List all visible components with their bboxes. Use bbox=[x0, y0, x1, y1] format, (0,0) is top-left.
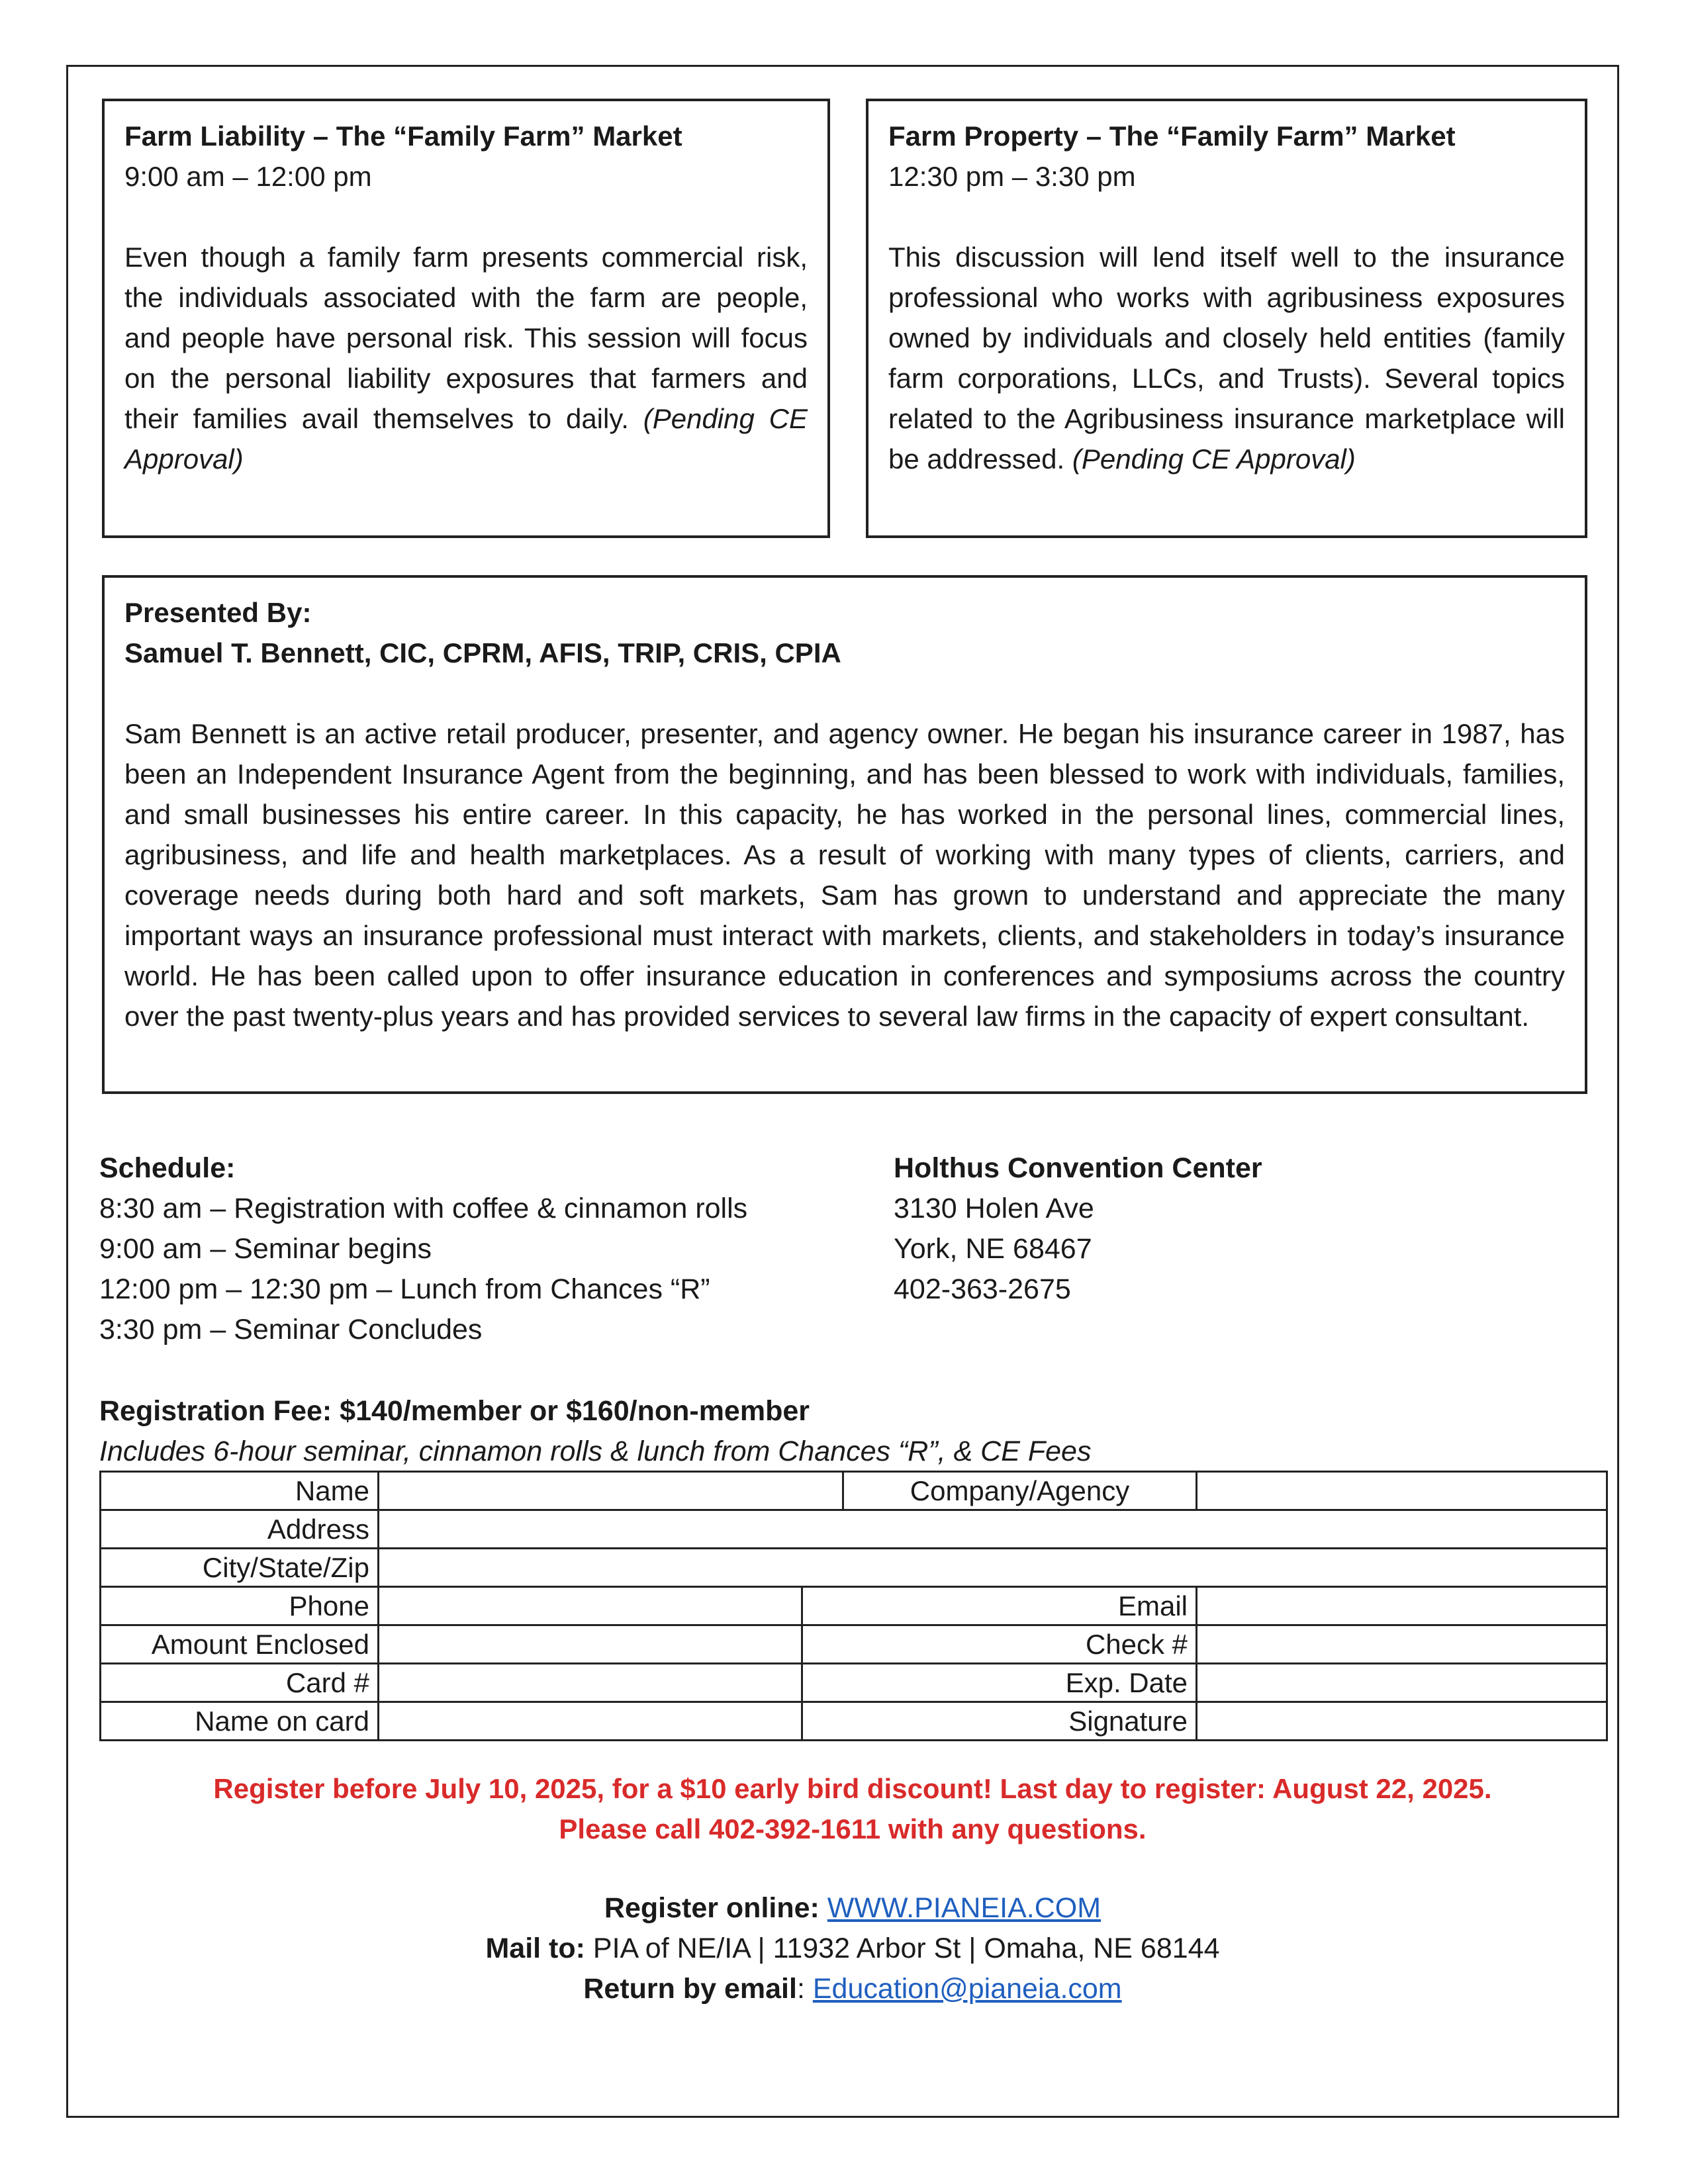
schedule-item: 3:30 pm – Seminar Concludes bbox=[99, 1314, 483, 1345]
early-bird-notice bbox=[99, 1768, 1606, 1849]
schedule bbox=[99, 1148, 747, 1350]
name-on-card-label: Name on card bbox=[101, 1702, 379, 1741]
name-field[interactable] bbox=[379, 1472, 843, 1510]
signature-label: Signature bbox=[802, 1702, 1197, 1741]
amount-enclosed-label: Amount Enclosed bbox=[101, 1625, 379, 1664]
name-on-card-field[interactable] bbox=[379, 1702, 802, 1741]
phone-field[interactable] bbox=[379, 1587, 802, 1625]
session-time: 9:00 am – 12:00 pm bbox=[124, 161, 372, 192]
presenter-box bbox=[102, 575, 1587, 1094]
presenter-name: Samuel T. Bennett, CIC, CPRM, AFIS, TRIP, CRIS, CPIA bbox=[124, 637, 841, 668]
signature-field[interactable] bbox=[1197, 1702, 1607, 1741]
website-link[interactable]: WWW.PIANEIA.COM bbox=[827, 1892, 1102, 1924]
card-field[interactable] bbox=[379, 1664, 802, 1702]
company-field[interactable] bbox=[1197, 1472, 1607, 1510]
register-online-label: Register online: bbox=[604, 1892, 820, 1924]
session-box-liability bbox=[102, 99, 830, 538]
session-time: 12:30 pm – 3:30 pm bbox=[888, 161, 1136, 192]
name-label: Name bbox=[101, 1472, 379, 1510]
venue-city: York, NE 68467 bbox=[894, 1233, 1092, 1265]
registration-fee bbox=[99, 1391, 1091, 1472]
venue-name: Holthus Convention Center bbox=[894, 1152, 1262, 1184]
fee-includes: Includes 6-hour seminar, cinnamon rolls & lunch from Chances “R”, & CE Fees bbox=[99, 1435, 1092, 1467]
email-separator: : bbox=[796, 1973, 805, 2005]
schedule-item: 9:00 am – Seminar begins bbox=[99, 1233, 432, 1265]
presenter-heading: Presented By: bbox=[124, 597, 312, 628]
schedule-item: 8:30 am – Registration with coffee & cinnamon rolls bbox=[99, 1193, 748, 1224]
email-link[interactable]: Education@pianeia.com bbox=[812, 1973, 1122, 2005]
contact-footer bbox=[99, 1888, 1606, 2009]
form-row bbox=[101, 1702, 1607, 1741]
venue-street: 3130 Holen Ave bbox=[894, 1193, 1094, 1224]
mail-to-label: Mail to: bbox=[485, 1933, 585, 1964]
venue-phone: 402-363-2675 bbox=[894, 1273, 1071, 1305]
form-row bbox=[101, 1664, 1607, 1702]
return-by-email bbox=[99, 1969, 1606, 2009]
check-label: Check # bbox=[802, 1625, 1197, 1664]
session-box-property bbox=[866, 99, 1587, 538]
register-online bbox=[99, 1888, 1606, 1929]
mail-to bbox=[99, 1929, 1606, 1969]
schedule-heading: Schedule: bbox=[99, 1152, 236, 1184]
presenter-bio: Sam Bennett is an active retail producer, presenter, and agency owner. He began his insurance career in 1987, has been an Independent Insurance Agent from the beginning, and has been blessed to work with individuals, families, and small businesses his entire career. In this capacity, he has worked in the personal lines, commercial lines, agribusiness, and life and health marketplaces. As a result of working with many types of clients, carriers, and coverage needs during both hard and soft markets, Sam has grown to understand and appreciate the many important ways an insurance professional must interact with markets, clients, and stakeholders in today’s insurance world. He has been called upon to offer insurance education in conferences and symposiums across the country over the past twenty-plus years and has provided services to several law firms in the capacity of expert consultant. bbox=[124, 718, 1565, 1032]
card-label: Card # bbox=[101, 1664, 379, 1702]
form-row bbox=[101, 1549, 1607, 1587]
schedule-item: 12:00 pm – 12:30 pm – Lunch from Chances “R” bbox=[99, 1273, 710, 1305]
city-state-zip-label: City/State/Zip bbox=[101, 1549, 379, 1587]
city-state-zip-field[interactable] bbox=[379, 1549, 1607, 1587]
mail-address: PIA of NE/IA | 11932 Arbor St | Omaha, NE 68144 bbox=[592, 1933, 1220, 1964]
phone-label: Phone bbox=[101, 1587, 379, 1625]
amount-enclosed-field[interactable] bbox=[379, 1625, 802, 1664]
ce-approval-note: (Pending CE Approval) bbox=[124, 403, 808, 475]
notice-line: Register before July 10, 2025, for a $10 early bird discount! Last day to register: August 22, 2025. bbox=[213, 1773, 1492, 1804]
check-field[interactable] bbox=[1197, 1625, 1607, 1664]
registration-form bbox=[99, 1471, 1608, 1741]
fee-heading: Registration Fee: $140/member or $160/non-member bbox=[99, 1395, 810, 1427]
notice-line: Please call 402-392-1611 with any questions. bbox=[559, 1813, 1147, 1844]
email-field[interactable] bbox=[1197, 1587, 1607, 1625]
form-row bbox=[101, 1625, 1607, 1664]
form-row bbox=[101, 1472, 1607, 1510]
email-label-footer: Return by email bbox=[583, 1973, 797, 2005]
session-description: Even though a family farm presents commercial risk, the individuals associated with the farm are people, and people have personal risk. This session will focus on the personal liability exposures that farmers and their families avail themselves to daily. (Pending CE Approval) bbox=[124, 242, 808, 475]
exp-date-label: Exp. Date bbox=[802, 1664, 1197, 1702]
form-row bbox=[101, 1587, 1607, 1625]
venue bbox=[894, 1148, 1262, 1310]
email-label: Email bbox=[802, 1587, 1197, 1625]
address-label: Address bbox=[101, 1510, 379, 1549]
ce-approval-note: (Pending CE Approval) bbox=[1072, 443, 1356, 475]
form-row bbox=[101, 1510, 1607, 1549]
company-label: Company/Agency bbox=[843, 1472, 1197, 1510]
session-description: This discussion will lend itself well to the insurance professional who works with agribusiness exposures owned by individuals and closely held entities (family farm corporations, LLCs, and Trusts). Several topics related to the Agribusiness insurance marketplace will be addressed. (Pending CE Approval) bbox=[888, 242, 1565, 475]
address-field[interactable] bbox=[379, 1510, 1607, 1549]
session-title: Farm Liability – The “Family Farm” Market bbox=[124, 120, 682, 152]
session-title: Farm Property – The “Family Farm” Market bbox=[888, 120, 1456, 152]
exp-date-field[interactable] bbox=[1197, 1664, 1607, 1702]
